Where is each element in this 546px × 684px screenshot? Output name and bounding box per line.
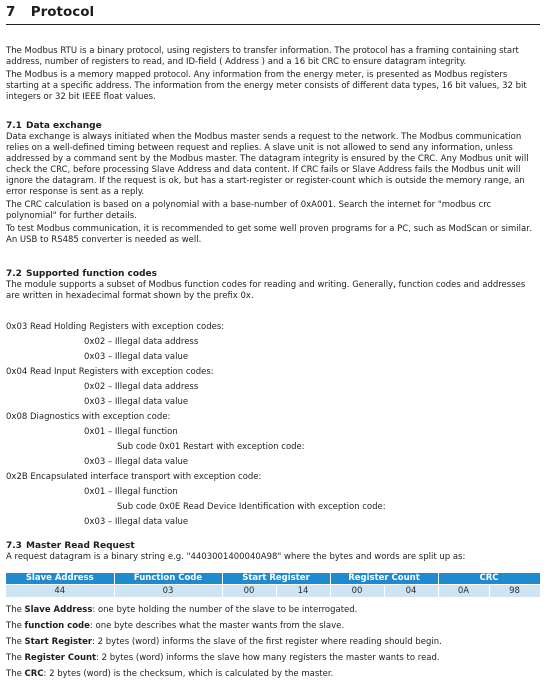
exception-code: 0x03 – Illegal data value [84, 457, 189, 467]
request-datagram-table [6, 573, 541, 597]
desc-term: Register Count [24, 653, 97, 663]
header-function-code: Function Code [114, 573, 222, 585]
sub-code: Sub code 0x0E Read Device Identification with exception code: [117, 502, 386, 512]
chapter-title: Protocol [30, 4, 95, 20]
desc-text: : one byte describes what the master wants from the slave. [89, 621, 345, 631]
function-code-entry: 0x2B Encapsulated interface transport with exception code: [6, 472, 262, 482]
field-description [6, 669, 333, 680]
table-cell: 0A [438, 585, 489, 598]
body-paragraph: A request datagram is a binary string e.g. "4403001400040A98" where the bytes and words are split up as: [6, 552, 466, 562]
table-row [6, 585, 540, 598]
section-master-read-request [6, 540, 540, 563]
section-title: Data exchange [26, 121, 102, 131]
section-number: 7.1 [6, 121, 22, 131]
exception-code: 0x02 – Illegal data address [84, 337, 199, 347]
table-cell: 00 [222, 585, 276, 598]
chapter-number: 7 [6, 4, 16, 20]
table-cell: 03 [114, 585, 222, 598]
desc-prefix: The [6, 653, 25, 663]
exception-code: 0x03 – Illegal data value [84, 517, 189, 527]
table-header-row [6, 573, 540, 585]
table-cell: 98 [489, 585, 540, 598]
section-title: Supported function codes [26, 269, 157, 279]
section-heading [6, 268, 540, 280]
desc-text: : 2 bytes (word) informs the slave of the first register where reading should begin. [92, 637, 442, 647]
header-slave-address: Slave Address [6, 573, 114, 585]
intro-paragraph: The Modbus is a memory mapped protocol. Any information from the energy meter, is presented as Modbus registers starting at a specific address. The information from the energy meter consists of different data types, 16 bit values, 32 bit integers or 32 bit IEEE float values. [6, 70, 527, 102]
desc-prefix: The [6, 605, 25, 615]
desc-text: : 2 bytes (word) informs the slave how many registers the master wants to read. [96, 653, 440, 663]
body-paragraph: The CRC calculation is based on a polynomial with a base-number of 0xA001. Search the internet for "modbus crc polynomial" for further details. [6, 200, 492, 221]
function-code-entry: 0x03 Read Holding Registers with exception codes: [6, 322, 225, 332]
desc-prefix: The [6, 669, 25, 679]
exception-code: 0x03 – Illegal data value [84, 352, 189, 362]
function-code-entry: 0x08 Diagnostics with exception code: [6, 412, 171, 422]
table-cell: 44 [6, 585, 114, 598]
header-register-count: Register Count [330, 573, 438, 585]
sub-code: Sub code 0x01 Restart with exception code: [117, 442, 305, 452]
header-crc: CRC [438, 573, 540, 585]
table-cell: 00 [330, 585, 384, 598]
field-description [6, 605, 357, 616]
chapter-heading [6, 2, 540, 25]
function-code-entry: 0x04 Read Input Registers with exception codes: [6, 367, 214, 377]
field-description [6, 637, 442, 648]
section-number: 7.2 [6, 269, 22, 279]
table-cell: 04 [384, 585, 438, 598]
header-start-register: Start Register [222, 573, 330, 585]
desc-term: Slave Address [24, 605, 93, 615]
section-title: Master Read Request [26, 541, 135, 551]
field-description [6, 653, 440, 664]
body-paragraph: To test Modbus communication, it is recommended to get some well proven programs for a PC, such as ModScan or similar. An USB to RS485 converter is needed as well. [6, 224, 532, 245]
section-data-exchange [6, 120, 540, 246]
exception-code: 0x02 – Illegal data address [84, 382, 199, 392]
desc-term: function code [24, 621, 90, 631]
table-cell: 14 [276, 585, 330, 598]
section-heading [6, 120, 540, 132]
section-heading [6, 540, 540, 552]
field-description [6, 621, 344, 632]
desc-term: CRC [24, 669, 44, 679]
exception-code: 0x01 – Illegal function [84, 487, 178, 497]
intro-text [6, 46, 540, 103]
body-paragraph: The module supports a subset of Modbus function codes for reading and writing. Generally, function codes and addresses are written in hexadecimal format shown by the prefix 0x. [6, 280, 526, 301]
desc-prefix: The [6, 637, 25, 647]
section-number: 7.3 [6, 541, 22, 551]
exception-code: 0x03 – Illegal data value [84, 397, 189, 407]
desc-text: : one byte holding the number of the slave to be interrogated. [92, 605, 358, 615]
section-function-codes [6, 268, 540, 302]
desc-text: : 2 bytes (word) is the checksum, which is calculated by the master. [43, 669, 334, 679]
intro-paragraph: The Modbus RTU is a binary protocol, using registers to transfer information. The protocol has a framing containing start address, number of registers to read, and ID-field ( Address ) and a 16 bit CRC to ensure datagram integrity. [6, 46, 519, 67]
desc-prefix: The [6, 621, 25, 631]
body-paragraph: Data exchange is always initiated when the Modbus master sends a request to the network. The Modbus communication relies on a well-defined timing between request and replies. A slave unit is not allowed to send any information, unless addressed by a command sent by the Modbus master. The datagram integrity is ensured by the CRC. Any Modbus unit will check the CRC, before processing Slave Address and data content. If CRC fails or Slave Address fails the Modbus unit will ignore the datagram. If the request is ok, but has a start-register or register-count which is outside the memory range, an error response is sent as a reply. [6, 132, 529, 197]
exception-code: 0x01 – Illegal function [84, 427, 178, 437]
desc-term: Start Register [24, 637, 93, 647]
